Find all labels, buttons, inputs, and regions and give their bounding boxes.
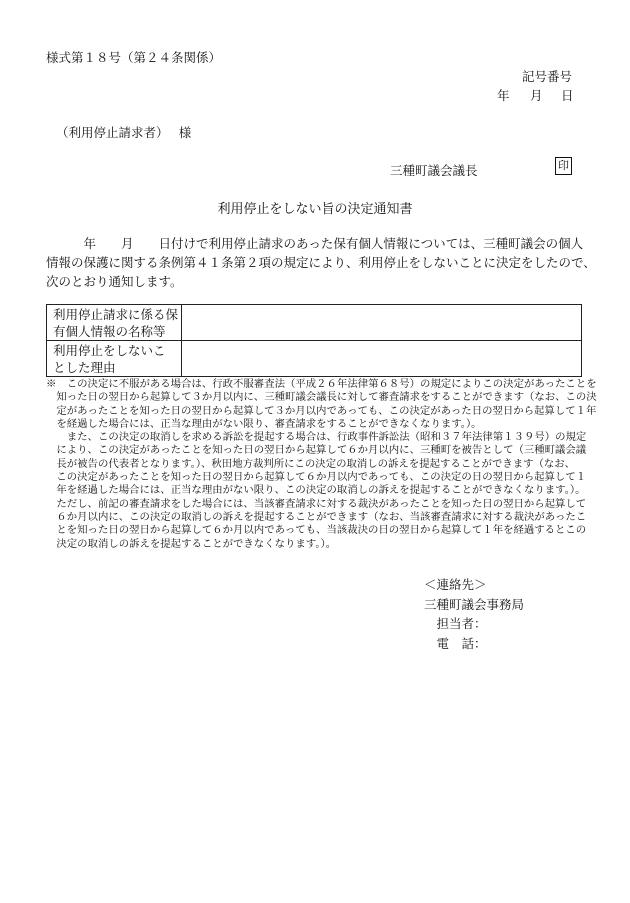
note-line: 決定の取消しの訴えを提起することができなくなります。）。 (46, 537, 337, 550)
body-line: 情報の保護に関する条例第４１条第２項の規定により、利用停止をしないことに決定をしたので、 (46, 255, 596, 270)
document-number-label: 記号番号 (522, 69, 573, 84)
seal-mark: 印 (555, 157, 572, 175)
contact-person-label: 担当者： (424, 616, 487, 631)
note-line: ※ この決定に不服がある場合は、行政不服審査法（平成２６年法律第６８号）の規定によりこの決定があったことを (46, 378, 597, 390)
table-label-line: 有個人情報の名称等 (53, 323, 166, 339)
note-line: ６か月以内に、この決定の取消しの訴えを提起することができます（なお、当該審査請求に対する裁決があったこ (46, 510, 587, 523)
recipient-line: （利用停止請求者） 様 (56, 125, 192, 140)
contact-phone-label: 電 話： (424, 635, 487, 651)
table-label-line: とした理由 (53, 359, 116, 375)
table-value-reason (182, 341, 582, 377)
note-line: により、この決定があったことを知った日の翌日から起算して６か月以内に、三種町を被告として（三種町議会議 (46, 444, 587, 457)
note-line: 知った日の翌日から起算して３か月以内に、三種町議会議長に対して審査請求をすることができます（なお、この決 (46, 391, 597, 404)
date-year-label: 年 (497, 88, 510, 103)
date-month-label: 月 (530, 88, 543, 103)
note-line: また、この決定の取消しを求める訴訟を提起する場合は、行政事件訴訟法（昭和３７年法律第１３９号）の規定 (46, 431, 587, 444)
note-line: を経過した場合には、正当な理由がない限り、審査請求をすることができなくなります。）。 (46, 417, 482, 430)
contact-block (424, 575, 524, 653)
table-label-line: 利用停止をしないこ (53, 342, 166, 358)
document-title: 利用停止をしない旨の決定通知書 (217, 202, 413, 217)
contact-heading: ＜連絡先＞ (424, 577, 487, 592)
date-day-label: 日 (561, 88, 574, 103)
table-value-info-name (182, 305, 582, 341)
table-label-reason (47, 341, 182, 377)
sender-title: 三種町議会議長 (390, 163, 478, 178)
note-line: 定があったことを知った日の翌日から起算して３か月以内であっても、この決定があった日の翌日から起算して１年 (46, 404, 597, 417)
body-paragraph (46, 234, 596, 291)
note-line: ただし、前記の審査請求をした場合には、当該審査請求に対する裁決があったことを知った日の翌日から起算して (46, 497, 587, 510)
table-row (47, 341, 582, 377)
table-label-line: 利用停止請求に係る保 (53, 306, 179, 322)
form-number: 様式第１８号（第２４条関係） (46, 50, 222, 65)
body-line: 次のとおり通知します。 (46, 274, 183, 289)
notes-block (46, 378, 596, 551)
table-label-info-name (47, 305, 182, 341)
note-line: 年を経過した場合には、正当な理由がない限り、この決定の取消しの訴えを提起することができなくなります。）。 (46, 484, 586, 497)
table-row (47, 305, 582, 341)
note-line: とを知った日の翌日から起算して６か月以内であっても、当該裁決の日の翌日から起算して１年を経過するとこの (46, 524, 587, 537)
note-line: 長が被告の代表者となります。）、秋田地方裁判所にこの決定の取消しの訴えを提起することができます（なお、 (46, 457, 576, 470)
info-table (46, 304, 582, 377)
body-line: 年 月 日付けで利用停止請求のあった保有個人情報については、三種町議会の個人 (46, 236, 584, 251)
contact-office: 三種町議会事務局 (424, 596, 525, 612)
note-line: この決定があったことを知った日の翌日から起算して６か月以内であっても、この決定の日の翌日から起算して１ (46, 471, 587, 484)
